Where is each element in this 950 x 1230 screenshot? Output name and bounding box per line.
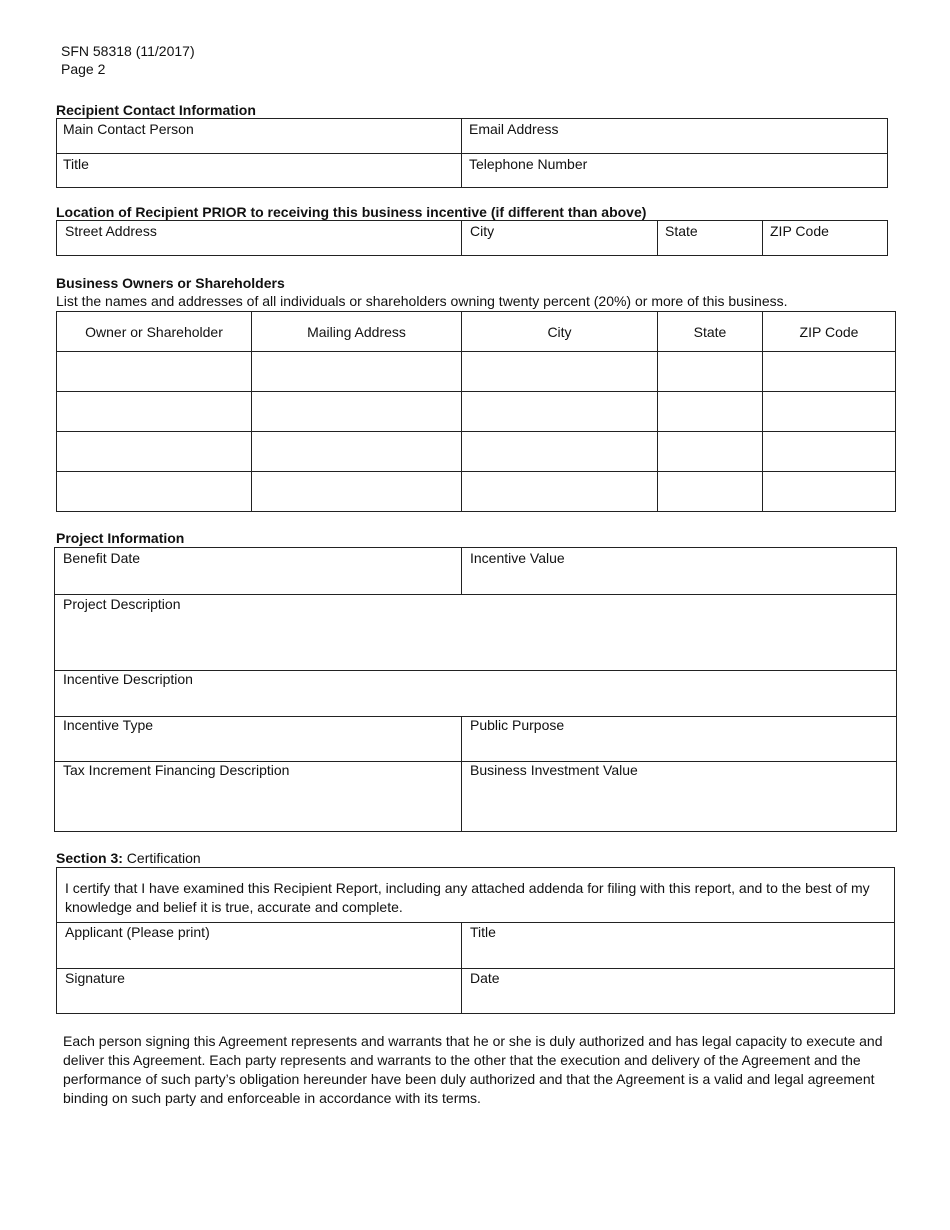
mailing-address-cell[interactable] <box>252 392 462 432</box>
signature-label: Signature <box>65 970 125 986</box>
prior-state-field[interactable] <box>658 221 762 255</box>
mailing-address-cell[interactable] <box>252 432 462 472</box>
owners-instruction: List the names and addresses of all individuals or shareholders owning twenty percent (20%) or more of this business. <box>56 293 788 309</box>
table-row <box>57 432 896 472</box>
certification-statement: I certify that I have examined this Recipient Report, including any attached addenda for filing with this report, and to the best of my knowledge and belief it is true, accurate and complete. <box>65 880 870 915</box>
certification-heading-plain: Certification <box>122 850 201 866</box>
contact-title-label: Title <box>63 156 89 172</box>
email-field[interactable] <box>462 119 887 153</box>
agreement-text: Each person signing this Agreement represents and warrants that he or she is duly authorized and has legal capacity to execute and deliver this Agreement. Each party represents and warrants to the other that the execution and delivery of the Agreement and the performance of such party’s obligation hereunder have been duly authorized and that the Agreement is a valid and legal agreement binding on such party and enforceable in accordance with its terms. <box>63 1033 883 1106</box>
incentive-description-field[interactable] <box>55 671 896 716</box>
contact-title-field[interactable] <box>57 154 461 187</box>
prior-zip-field[interactable] <box>763 221 887 255</box>
mailing-address-cell[interactable] <box>252 352 462 392</box>
tif-description-field[interactable] <box>55 762 461 831</box>
business-investment-field[interactable] <box>462 762 896 831</box>
owners-header-row <box>57 312 896 352</box>
date-label: Date <box>470 970 500 986</box>
col-mailing-address: Mailing Address <box>252 312 462 352</box>
table-row <box>57 392 896 432</box>
state-cell[interactable] <box>658 392 763 432</box>
business-investment-label: Business Investment Value <box>470 762 638 778</box>
applicant-label: Applicant (Please print) <box>65 924 210 940</box>
prior-zip-label: ZIP Code <box>770 223 829 239</box>
page-number: Page 2 <box>61 61 106 77</box>
form-number: SFN 58318 (11/2017) <box>61 43 195 59</box>
benefit-date-label: Benefit Date <box>63 550 141 566</box>
certification-box <box>56 867 895 1014</box>
col-owner: Owner or Shareholder <box>57 312 252 352</box>
cert-title-field[interactable] <box>462 923 894 968</box>
prior-state-label: State <box>665 223 698 239</box>
certification-heading <box>56 850 201 866</box>
project-description-field[interactable] <box>55 595 896 670</box>
col-city: City <box>462 312 658 352</box>
project-box <box>54 547 897 832</box>
tif-description-label: Tax Increment Financing Description <box>63 762 290 778</box>
city-cell[interactable] <box>462 432 658 472</box>
project-description-label: Project Description <box>63 596 181 612</box>
owner-cell[interactable] <box>57 352 252 392</box>
zip-cell[interactable] <box>763 432 896 472</box>
incentive-description-label: Incentive Description <box>63 671 193 687</box>
prior-location-heading: Location of Recipient PRIOR to receiving this business incentive (if different than above) <box>56 204 647 220</box>
project-heading: Project Information <box>56 530 185 546</box>
telephone-field[interactable] <box>462 154 887 187</box>
table-row <box>57 472 896 512</box>
owner-cell[interactable] <box>57 432 252 472</box>
incentive-value-field[interactable] <box>462 548 896 594</box>
signature-field[interactable] <box>57 969 461 1013</box>
city-cell[interactable] <box>462 352 658 392</box>
main-contact-label: Main Contact Person <box>63 121 194 137</box>
main-contact-field[interactable] <box>57 119 461 153</box>
zip-cell[interactable] <box>763 472 896 512</box>
street-address-label: Street Address <box>65 223 157 239</box>
zip-cell[interactable] <box>763 392 896 432</box>
mailing-address-cell[interactable] <box>252 472 462 512</box>
street-address-field[interactable] <box>57 221 461 255</box>
zip-cell[interactable] <box>763 352 896 392</box>
contact-box <box>56 118 888 188</box>
contact-heading: Recipient Contact Information <box>56 102 256 118</box>
owner-cell[interactable] <box>57 472 252 512</box>
owners-table <box>56 311 896 512</box>
incentive-type-field[interactable] <box>55 717 461 761</box>
prior-location-box <box>56 220 888 256</box>
date-field[interactable] <box>462 969 894 1013</box>
prior-city-label: City <box>470 223 495 239</box>
city-cell[interactable] <box>462 392 658 432</box>
table-row <box>57 352 896 392</box>
public-purpose-field[interactable] <box>462 717 896 761</box>
cert-title-label: Title <box>470 924 496 940</box>
state-cell[interactable] <box>658 432 763 472</box>
incentive-type-label: Incentive Type <box>63 717 154 733</box>
city-cell[interactable] <box>462 472 658 512</box>
certification-heading-bold: Section 3: <box>56 850 123 866</box>
applicant-field[interactable] <box>57 923 461 968</box>
state-cell[interactable] <box>658 472 763 512</box>
incentive-value-label: Incentive Value <box>470 550 565 566</box>
col-state: State <box>658 312 763 352</box>
owner-cell[interactable] <box>57 392 252 432</box>
email-label: Email Address <box>469 121 559 137</box>
prior-city-field[interactable] <box>462 221 657 255</box>
benefit-date-field[interactable] <box>55 548 461 594</box>
public-purpose-label: Public Purpose <box>470 717 565 733</box>
state-cell[interactable] <box>658 352 763 392</box>
telephone-label: Telephone Number <box>469 156 588 172</box>
owners-heading: Business Owners or Shareholders <box>56 275 285 291</box>
col-zip: ZIP Code <box>763 312 896 352</box>
